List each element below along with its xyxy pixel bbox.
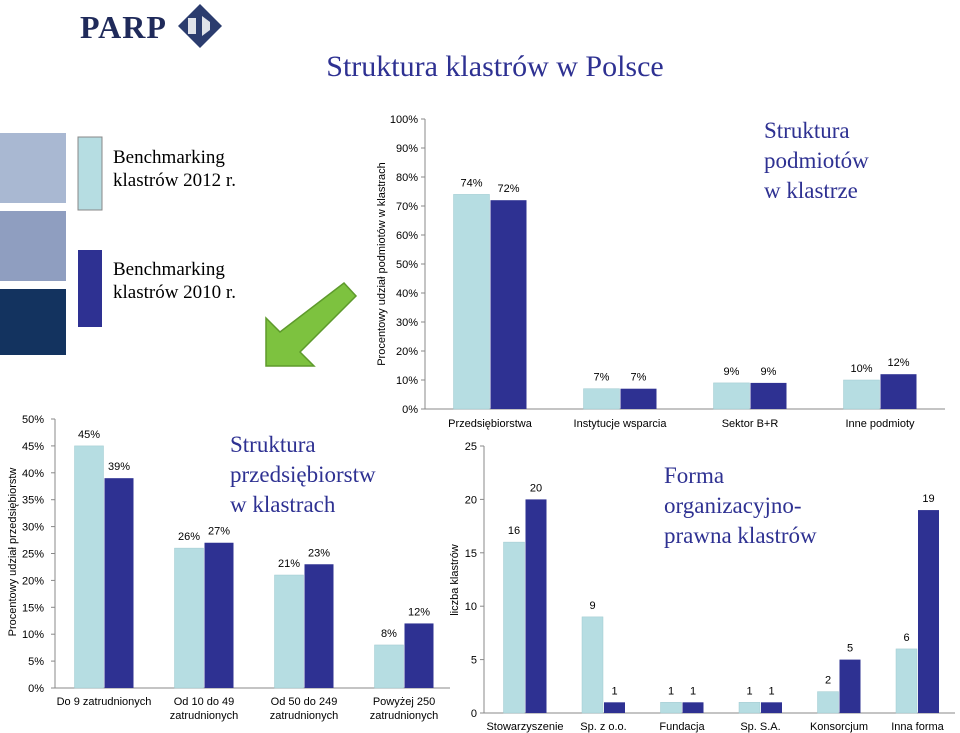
category-label: Przedsiębiorstwa	[448, 418, 532, 430]
bar	[751, 383, 787, 409]
category-label: Do 9 zatrudnionych	[56, 696, 152, 708]
bar	[840, 660, 861, 713]
category-label-line2: zatrudnionych	[369, 710, 439, 722]
category-label: Konsorcjum	[809, 721, 869, 733]
category-label: Od 50 do 249	[270, 696, 338, 708]
arrow-icon	[266, 283, 356, 366]
data-label: 1	[667, 685, 675, 698]
y-tick-label: 50%	[21, 414, 44, 426]
y-tick-label: 100%	[389, 114, 418, 126]
bar	[405, 623, 434, 688]
category-label: Inna forma	[891, 721, 944, 733]
y-tick-label: 60%	[395, 230, 418, 242]
bar	[739, 702, 760, 713]
y-tick-label: 45%	[21, 440, 44, 453]
category-label-line2: zatrudnionych	[269, 710, 339, 722]
chart-company-size	[7, 414, 450, 722]
chart-title-line: Forma	[664, 463, 725, 488]
bar	[205, 543, 234, 688]
data-label: 26%	[177, 531, 201, 544]
data-label: 6	[903, 631, 910, 644]
bar	[582, 617, 603, 713]
parp-logo-text: PARP	[80, 9, 167, 45]
category-label: Fundacja	[659, 721, 705, 733]
data-label: 7%	[593, 371, 610, 384]
data-label: 74%	[460, 177, 483, 190]
data-label: 23%	[307, 547, 331, 560]
y-tick-label: 0%	[28, 683, 44, 695]
data-label: 27%	[207, 525, 231, 538]
y-tick-label: 5%	[28, 656, 44, 669]
bar	[454, 194, 490, 409]
chart-title-line: organizacyjno-	[664, 493, 802, 518]
legend-swatch-2010	[78, 250, 102, 327]
y-tick-label: 10	[464, 601, 477, 614]
bar	[844, 380, 880, 409]
data-label: 10%	[850, 363, 873, 375]
y-tick-label: 25%	[21, 548, 44, 561]
bar	[491, 200, 527, 409]
y-tick-label: 25	[464, 441, 477, 453]
data-label: 1	[689, 685, 697, 698]
data-label: 12%	[887, 357, 910, 370]
y-tick-label: 90%	[395, 143, 418, 155]
parp-logo-icon	[178, 4, 222, 48]
chart-title-line: w klastrach	[230, 492, 336, 517]
data-label: 12%	[407, 606, 431, 619]
y-axis-title: liczba klastrów	[449, 544, 461, 616]
data-label: 9	[589, 599, 596, 612]
y-tick-label: 0%	[402, 404, 418, 416]
y-tick-label: 80%	[395, 172, 418, 184]
bar	[604, 702, 625, 713]
y-axis-title: Procentowy udział podmiotów w klastrach	[376, 162, 388, 366]
y-tick-label: 20%	[395, 346, 418, 358]
bar	[918, 510, 939, 713]
y-tick-label: 40%	[21, 467, 44, 480]
bar	[526, 499, 547, 713]
legend-label-2010-line2: klastrów 2010 r.	[113, 282, 236, 303]
y-tick-label: 40%	[395, 288, 418, 300]
bar	[305, 564, 334, 688]
deco-square-3	[0, 289, 66, 355]
legend-label-2012-line2: klastrów 2012 r.	[113, 170, 236, 191]
chart-legal-form	[449, 441, 955, 733]
legend-swatch-2012	[78, 137, 102, 210]
legend-label-2010-line1: Benchmarking	[113, 259, 225, 280]
y-tick-label: 15%	[21, 602, 44, 615]
bar	[75, 446, 104, 688]
y-axis-title: Procentowy udział przedsiębiorstw	[7, 467, 19, 637]
category-label: Sp. z o.o.	[580, 721, 627, 733]
data-label: 72%	[497, 183, 520, 196]
y-tick-label: 30%	[21, 521, 44, 534]
legend-label-2012-line1: Benchmarking	[113, 147, 225, 168]
y-tick-label: 0	[470, 708, 477, 720]
bar	[375, 645, 404, 688]
decorative-squares	[0, 133, 66, 355]
data-label: 21%	[277, 558, 301, 571]
category-label: Instytucje wsparcia	[573, 418, 667, 430]
data-label: 1	[611, 685, 618, 698]
chart-title-line: przedsiębiorstw	[230, 462, 376, 487]
chart-title-line: podmiotów	[764, 148, 869, 173]
parp-logo	[80, 4, 222, 48]
y-tick-label: 10%	[21, 629, 44, 642]
data-label: 9%	[760, 365, 777, 378]
bar	[714, 383, 750, 409]
category-label: Stowarzyszenie	[486, 721, 564, 733]
data-label: 20	[529, 482, 543, 495]
data-label: 7%	[630, 371, 647, 384]
data-label: 9%	[723, 365, 740, 378]
bar	[584, 389, 620, 409]
bar	[105, 478, 134, 688]
data-label: 19	[922, 493, 935, 506]
bar	[661, 702, 682, 713]
slide-title: Struktura klastrów w Polsce	[326, 50, 664, 83]
data-label: 45%	[77, 428, 101, 441]
data-label: 8%	[381, 627, 397, 640]
category-label: Sektor B+R	[721, 418, 779, 430]
deco-square-1	[0, 133, 66, 203]
y-tick-label: 20	[464, 494, 477, 507]
y-tick-label: 20%	[21, 575, 44, 588]
bar	[761, 702, 782, 713]
chart-entity-structure	[376, 114, 945, 430]
chart-title-line: Struktura	[764, 118, 850, 143]
y-tick-label: 30%	[395, 317, 418, 329]
bar	[683, 702, 704, 713]
data-label: 39%	[107, 461, 131, 474]
data-label: 1	[768, 685, 775, 698]
chart-title-line: w klastrze	[764, 178, 858, 203]
y-tick-label: 10%	[395, 375, 418, 387]
bar	[275, 575, 304, 688]
y-tick-label: 5	[470, 654, 477, 667]
bar	[896, 649, 917, 713]
category-label: Powyżej 250	[372, 696, 436, 708]
data-label: 2	[824, 674, 832, 687]
y-tick-label: 50%	[395, 259, 418, 271]
deco-square-2	[0, 211, 66, 281]
bar	[818, 692, 839, 713]
data-label: 1	[746, 685, 753, 698]
category-label: Sp. S.A.	[740, 721, 781, 733]
data-label: 5	[846, 642, 854, 655]
bar	[881, 374, 917, 409]
chart-title-line: Struktura	[230, 432, 316, 457]
chart-title-line: prawna klastrów	[664, 523, 817, 548]
category-label: Inne podmioty	[845, 418, 915, 430]
bar	[504, 542, 525, 713]
legend	[78, 137, 236, 327]
y-tick-label: 70%	[395, 201, 418, 213]
category-label: Od 10 do 49	[173, 696, 235, 708]
y-tick-label: 15	[464, 547, 477, 560]
y-tick-label: 35%	[21, 494, 44, 507]
bar	[621, 389, 657, 409]
data-label: 16	[507, 525, 521, 538]
bar	[175, 548, 204, 688]
category-label-line2: zatrudnionych	[169, 710, 239, 722]
